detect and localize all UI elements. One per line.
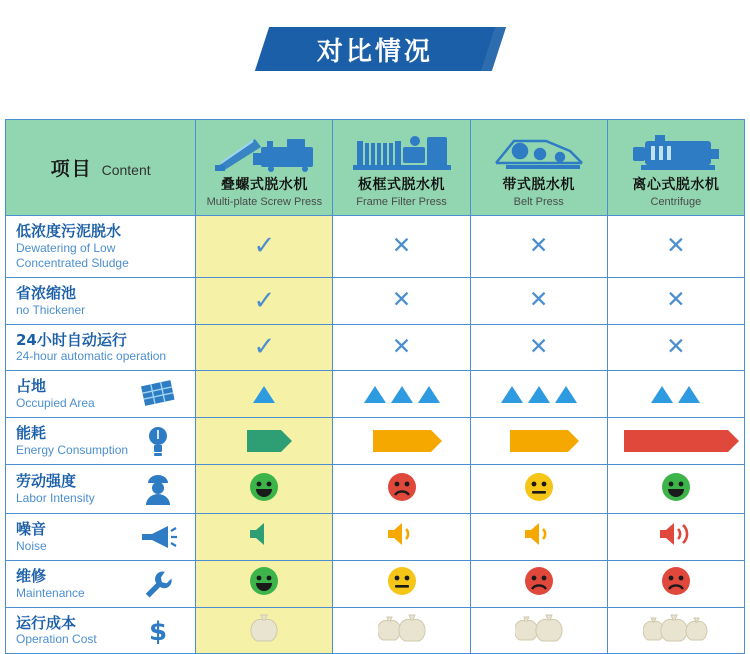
col-title-en-0: Multi-plate Screw Press (206, 196, 323, 208)
header-cell-centrifuge (607, 120, 744, 216)
solar-panel-icon (129, 379, 187, 409)
cell-4-0 (196, 418, 333, 465)
row-label-en-3: Occupied Area (16, 396, 95, 410)
row-label-cn-2: 24小时自动运行 (16, 330, 127, 349)
cell-6-3 (607, 514, 744, 561)
row-label-en-5: Labor Intensity (16, 490, 95, 505)
col-title-cn-0: 叠螺式脱水机 (220, 177, 308, 193)
triangle-icon (418, 386, 440, 403)
row-label-cell-2 (6, 324, 196, 371)
table-row (6, 216, 745, 278)
row-label-en-7: Maintenance (16, 585, 85, 600)
neutral-face-icon (387, 566, 417, 596)
cell-5-0 (196, 465, 333, 514)
row-label-cn-3: 占地 (16, 377, 47, 396)
row-label-cn-0: 低浓度污泥脱水 (16, 222, 122, 240)
cell-7-3 (607, 560, 744, 607)
energy-bar (196, 430, 332, 452)
cell-4-2 (470, 418, 607, 465)
row-label-cell-1 (6, 277, 196, 324)
sad-face-icon (661, 566, 691, 596)
cell-1-0 (196, 277, 333, 324)
cell-8-2 (470, 607, 607, 654)
cell-2-1 (333, 324, 470, 371)
table-row (6, 277, 745, 324)
energy-bar (608, 430, 744, 452)
cell-0-0 (196, 216, 333, 278)
cell-0-2 (470, 216, 607, 278)
happy-face-icon (249, 566, 279, 596)
row-label-en-2: 24-hour automatic operation (16, 349, 167, 364)
row-label-cn-6: 噪音 (16, 520, 47, 538)
row-label-en-4: Energy Consumption (16, 442, 129, 457)
triangle-icon (364, 386, 386, 403)
belt-press-icon (471, 127, 607, 173)
check-icon: ✓ (253, 285, 276, 316)
cell-3-1 (333, 371, 470, 418)
cross-icon: ✕ (529, 333, 549, 360)
row-label-cn-8: 运行成本 (16, 613, 77, 632)
triangle-icon (555, 386, 577, 403)
cell-3-0 (196, 371, 333, 418)
check-icon: ✓ (253, 231, 276, 262)
col-title-en-3: Centrifuge (650, 196, 702, 208)
table-header-row (6, 120, 745, 216)
triangle-icon (651, 386, 673, 403)
item-header-cn: 项目 (50, 158, 93, 180)
speaker-icon (247, 520, 281, 548)
cell-2-2 (470, 324, 607, 371)
money-bag-icon (643, 611, 709, 645)
money-bag-icon (378, 611, 426, 645)
cell-1-2 (470, 277, 607, 324)
page-title: 对比情况 (316, 36, 433, 67)
col-title-cn-2: 带式脱水机 (502, 177, 575, 193)
svg-text:$: $ (149, 617, 168, 647)
header-cell-belt-press (470, 120, 607, 216)
sad-face-icon (524, 566, 554, 596)
speaker-icon (522, 520, 556, 548)
screw-press-icon (196, 127, 332, 173)
worker-icon (129, 471, 187, 507)
cell-8-1 (333, 607, 470, 654)
row-label-cell-0 (6, 216, 196, 278)
row-label-cn-5: 劳动强度 (16, 472, 77, 491)
neutral-face-icon (524, 472, 554, 502)
cell-4-1 (333, 418, 470, 465)
filter-press-icon (333, 127, 469, 173)
cell-3-2 (470, 371, 607, 418)
table-row (6, 560, 745, 607)
triangle-rating (608, 386, 744, 403)
money-bag-icon (250, 611, 278, 645)
speaker-icon (657, 520, 695, 548)
cross-icon: ✕ (391, 232, 412, 259)
triangle-icon (501, 386, 523, 403)
cell-7-0 (196, 560, 333, 607)
cell-7-1 (333, 560, 470, 607)
row-label-cn-1: 省浓缩池 (16, 283, 77, 302)
row-label-cell-6 (6, 514, 196, 561)
table-row (6, 514, 745, 561)
row-label-en-6: Noise (16, 538, 47, 553)
row-label-cell-5 (6, 465, 196, 514)
cell-5-1 (333, 465, 470, 514)
cell-6-0 (196, 514, 333, 561)
row-label-en-8: Operation Cost (16, 632, 97, 647)
row-label-en-0: Dewatering of Low Concentrated Sludge (16, 240, 129, 270)
cell-3-3 (607, 371, 744, 418)
cell-5-2 (470, 465, 607, 514)
cell-7-2 (470, 560, 607, 607)
cell-8-3 (607, 607, 744, 654)
triangle-icon (253, 386, 275, 403)
energy-bar (333, 430, 469, 452)
header-cell-filter-press (333, 120, 470, 216)
check-icon: ✓ (253, 332, 276, 363)
cell-0-3 (607, 216, 744, 278)
table-row (6, 371, 745, 418)
col-title-cn-3: 离心式脱水机 (632, 177, 720, 193)
header-banner (0, 0, 750, 98)
triangle-rating (333, 386, 469, 403)
lightbulb-icon (129, 424, 187, 458)
megaphone-icon (129, 522, 187, 552)
wrench-icon (129, 569, 187, 599)
triangle-icon (528, 386, 550, 403)
row-label-cn-4: 能耗 (16, 424, 47, 443)
cell-8-0 (196, 607, 333, 654)
cell-0-1 (333, 216, 470, 278)
cross-icon: ✕ (666, 232, 686, 259)
header-cell-item (6, 120, 196, 216)
cell-2-3 (607, 324, 744, 371)
triangle-rating (471, 386, 607, 403)
col-title-en-2: Belt Press (513, 196, 564, 208)
row-label-cell-4 (6, 418, 196, 465)
cell-6-2 (470, 514, 607, 561)
table-row (6, 418, 745, 465)
cross-icon: ✕ (666, 287, 686, 314)
row-label-cell-3 (6, 371, 196, 418)
table-row (6, 465, 745, 514)
cross-icon: ✕ (529, 287, 549, 314)
cross-icon: ✕ (391, 287, 412, 314)
triangle-rating (196, 386, 332, 403)
centrifuge-icon (608, 127, 744, 173)
cell-2-0 (196, 324, 333, 371)
row-label-cell-7 (6, 560, 196, 607)
cross-icon: ✕ (391, 333, 412, 360)
triangle-icon (391, 386, 413, 403)
cross-icon: ✕ (529, 232, 549, 259)
row-label-cn-7: 维修 (16, 566, 47, 585)
col-title-cn-1: 板框式脱水机 (358, 177, 445, 193)
energy-bar (471, 430, 607, 452)
cell-1-1 (333, 277, 470, 324)
cell-1-3 (607, 277, 744, 324)
table-row (6, 324, 745, 371)
row-label-en-1: no Thickener (16, 302, 86, 317)
cell-6-1 (333, 514, 470, 561)
cell-4-3 (607, 418, 744, 465)
comparison-table (5, 119, 745, 654)
sad-face-icon (387, 472, 417, 502)
col-title-en-1: Frame Filter Press (356, 196, 447, 208)
cross-icon: ✕ (666, 333, 686, 360)
header-cell-screw-press (196, 120, 333, 216)
banner-shape (255, 27, 495, 71)
happy-face-icon (661, 472, 691, 502)
money-bag-icon (515, 611, 563, 645)
row-label-cell-8 (6, 607, 196, 654)
happy-face-icon (249, 472, 279, 502)
speaker-icon (385, 520, 419, 548)
table-row (6, 607, 745, 654)
item-header-en: Content (101, 162, 151, 178)
triangle-icon (678, 386, 700, 403)
cell-5-3 (607, 465, 744, 514)
dollar-icon (129, 614, 187, 646)
